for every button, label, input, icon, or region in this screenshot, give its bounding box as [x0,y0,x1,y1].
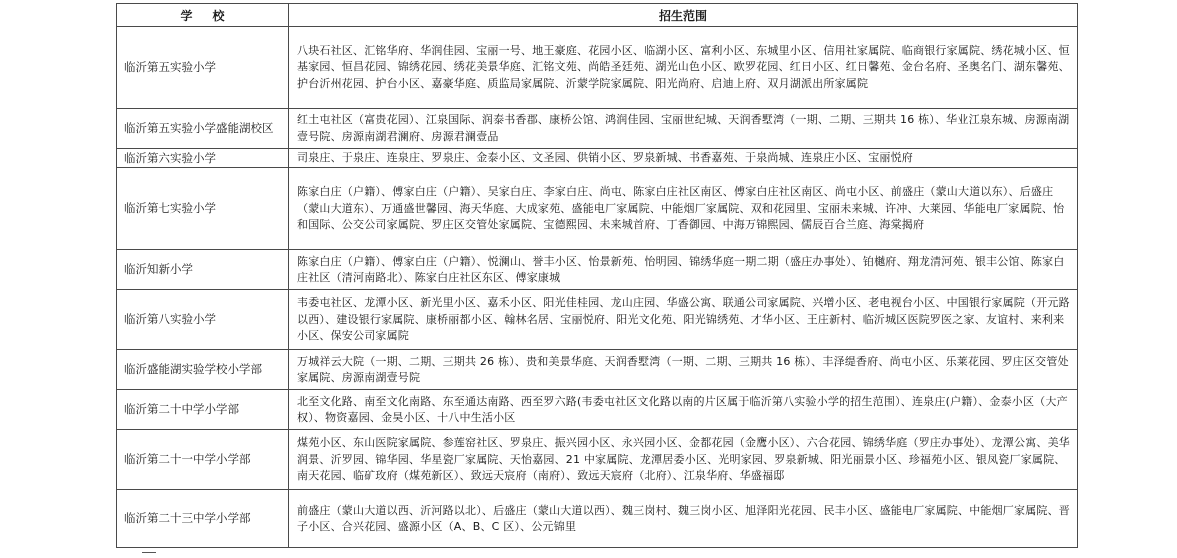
enrollment-range: 陈家白庄（户籍）、傅家白庄（户籍）、悦澜山、誉丰小区、怡景新苑、怡明园、锦绣华庭一期二期（盛庄办事处）、铂樾府、翔龙清河苑、银丰公馆、陈家白庄社区（清河南路北）、陈家白庄社区东区、傅家康城 [289,250,1078,290]
school-name: 临沂第五实验小学 [117,27,289,109]
school-name: 临沂第八实验小学 [117,290,289,350]
school-name: 临沂第六实验小学 [117,149,289,168]
header-school: 学校 [117,4,289,27]
enrollment-range: 万城祥云大院（一期、二期、三期共 26 栋）、贵和美景华庭、天润香墅湾（一期、二期、三期共 16 栋）、丰泽缇香府、尚屯小区、乐莱花园、罗庄区交管处家属院、房源南湖壹号院 [289,350,1078,390]
school-name: 临沂第五实验小学盛能湖校区 [117,109,289,149]
header-range: 招生范围 [289,4,1078,27]
table-row [117,250,1078,290]
table-row [117,350,1078,390]
school-name: 临沂第二十中学小学部 [117,390,289,430]
table-row [117,490,1078,548]
enrollment-range: 司泉庄、于泉庄、连泉庄、罗泉庄、金泰小区、文圣园、供销小区、罗泉新城、书香嘉苑、于泉尚城、连泉庄小区、宝丽悦府 [289,149,1078,168]
table-header-row [117,4,1078,27]
enrollment-range: 红土屯社区（富贵花园）、江泉国际、润泰书香郡、康桥公馆、鸿润佳园、宝丽世纪城、天润香墅湾（一期、二期、三期共 16 栋）、华业江泉东城、房源南湖壹号院、房源南湖君澜府、房源君澜壹品 [289,109,1078,149]
enrollment-range: 八块石社区、汇铭华府、华润佳园、宝丽一号、地王豪庭、花园小区、临湖小区、富利小区、东城里小区、信用社家属院、临商银行家属院、绣花城小区、恒基家园、恒昌花园、锦绣花园、绣花美景华庭、汇铭文苑、尚皓圣廷苑、湖光山色小区、欧罗花园、红日小区、红日馨苑、金台名府、圣奥名门、湖东馨苑、护台沂州花园、护台小区、嘉豪华庭、质监局家属院、沂蒙学院家属院、阳光尚府、启迪上府、双月湖派出所家属院 [289,27,1078,109]
school-name: 临沂第二十三中学小学部 [117,490,289,548]
enrollment-range: 前盛庄（蒙山大道以西、沂河路以北）、后盛庄（蒙山大道以西）、魏三岗村、魏三岗小区、旭泽阳光花园、民丰小区、盛能电厂家属院、中能烟厂家属院、晋子小区、合兴花园、盛源小区（A、B、C 区）、公元锦里 [289,490,1078,548]
enrollment-document [116,3,1077,548]
school-name: 临沂第七实验小学 [117,168,289,250]
enrollment-range: 煤苑小区、东山医院家属院、参莲窑社区、罗泉庄、振兴园小区、永兴园小区、金都花园（金鹰小区）、六合花园、锦绣华庭（罗庄办事处）、龙潭公寓、美华润景、沂罗园、锦华园、华星瓷厂家属院、天怡嘉园、21 中家属院、龙潭居委小区、光明家园、罗泉新城、阳光丽景小区、珍福苑小区、银凤瓷厂家属院、南天花园、临矿玫府（煤苑新区）、致远天宸府（南府）、致远天宸府（北府）、江泉华府、华盛福邸 [289,430,1078,490]
school-name: 临沂盛能湖实验学校小学部 [117,350,289,390]
table-row [117,390,1078,430]
footnote-mark [142,552,156,553]
table-row [117,109,1078,149]
enrollment-table [116,3,1078,548]
enrollment-range: 韦委屯社区、龙潭小区、新光里小区、嘉禾小区、阳光佳桂园、龙山庄园、华盛公寓、联通公司家属院、兴增小区、老电视台小区、中国银行家属院（开元路以西）、建设银行家属院、康桥丽都小区、翰林名居、宝丽悦府、阳光文化苑、阳光锦绣苑、才华小区、王庄新村、临沂城区医院罗医之家、友谊村、来利来小区、保安公司家属院 [289,290,1078,350]
enrollment-range: 北至文化路、南至文化南路、东至通达南路、西至罗六路(韦委屯社区文化路以南的片区属于临沂第八实验小学的招生范围）、连泉庄(户籍）、金泰小区（大产权）、物资嘉园、金昊小区、十八中生活小区 [289,390,1078,430]
table-row [117,430,1078,490]
school-name: 临沂第二十一中学小学部 [117,430,289,490]
table-row [117,168,1078,250]
school-name: 临沂知新小学 [117,250,289,290]
table-row [117,27,1078,109]
table-row [117,290,1078,350]
table-row [117,149,1078,168]
enrollment-range: 陈家白庄（户籍）、傅家白庄（户籍）、吴家白庄、李家白庄、尚屯、陈家白庄社区南区、傅家白庄社区南区、尚屯小区、前盛庄（蒙山大道以东）、后盛庄（蒙山大道东）、万通盛世馨园、海天华庭、大成家苑、盛能电厂家属院、中能烟厂家属院、双和花园里、宝丽未来城、许冲、大莱园、华能电厂家属院、怡和国际、公交公司家属院、罗庄区交管处家属院、宝德熙园、未来城首府、丁香御园、中海万锦熙园、儒辰百合兰庭、海棠揭府 [289,168,1078,250]
